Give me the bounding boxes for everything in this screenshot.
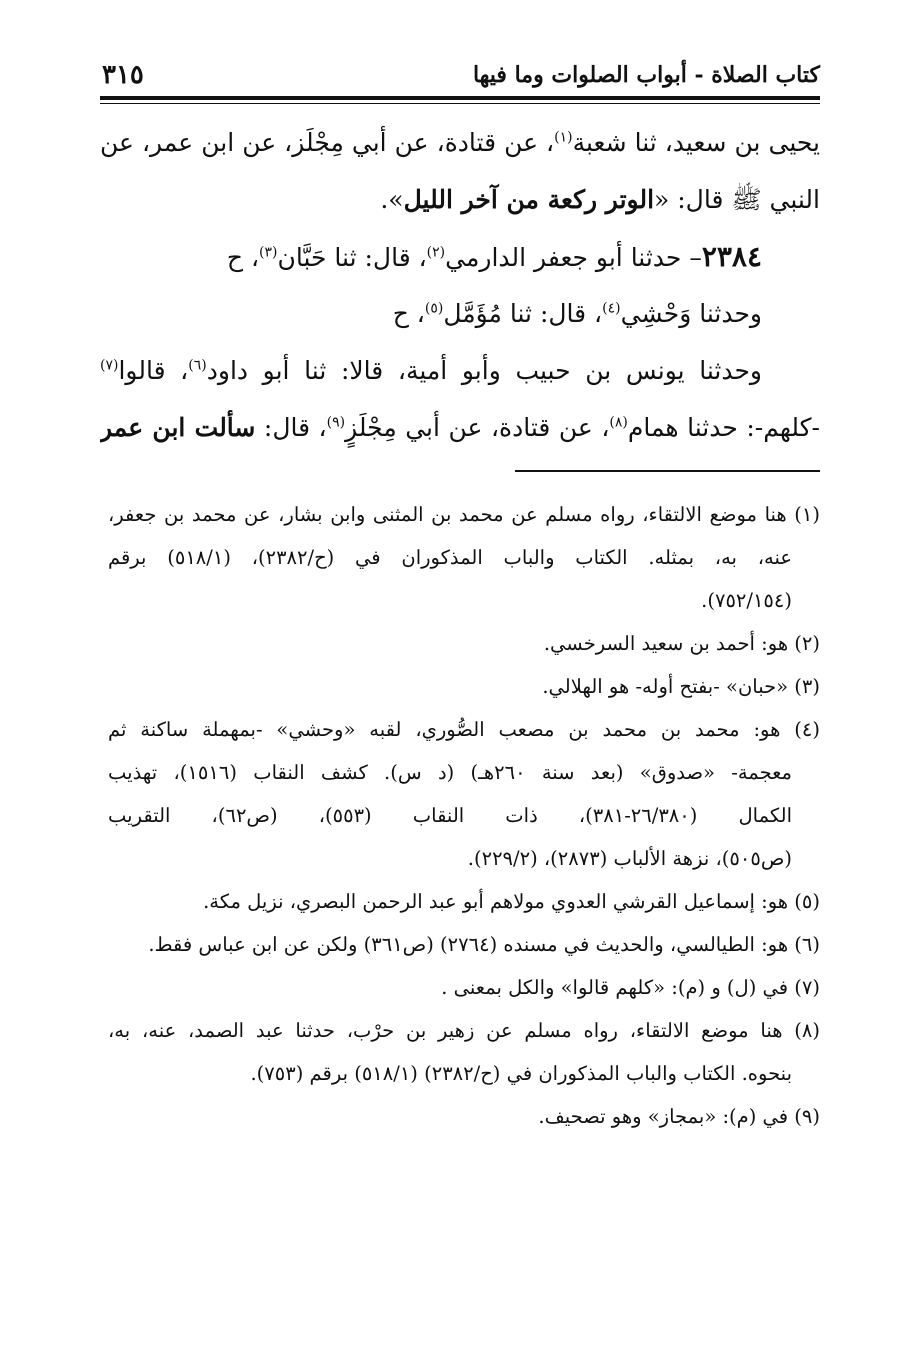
page-number: ٣١٥ [102, 60, 144, 90]
header-rule-thick [100, 96, 820, 100]
footnote-line: (٩) في (م): «بمجاز» وهو تصحيف. [538, 1105, 820, 1128]
footnote-separator [515, 470, 820, 472]
text-span: ، قالوا [118, 356, 189, 385]
footnote-ref[interactable]: (٧) [100, 357, 119, 374]
footnote-ref[interactable]: (٤) [602, 300, 621, 317]
text-line-4 [100, 289, 820, 346]
text-span: ». [380, 185, 404, 214]
running-title: كتاب الصلاة - أبواب الصلوات وما فيها [472, 62, 820, 88]
text-span: وحدثنا وَحْشِي [620, 299, 762, 328]
text-span: ، قال: ثنا مُؤَمَّل [443, 299, 603, 328]
footnote-line: معجمة- «صدوق» (بعد سنة ٢٦٠هـ) (د س). كشف النقاب (١٥١٦)، تهذيب [108, 761, 793, 784]
text-line-2 [100, 175, 820, 232]
text-span: ، قال: [255, 413, 327, 442]
footnote-ref[interactable]: (١) [554, 129, 573, 146]
hadith-number: ٢٣٨٤ [701, 240, 762, 273]
footnote-ref[interactable]: (٩) [326, 414, 346, 431]
text-span: يحيى بن سعيد، ثنا شعبة [572, 128, 820, 157]
text-span: وحدثنا يونس بن حبيب وأبو أمية، قالا: ثنا أبو داود [206, 356, 763, 385]
text-span: ، ح [226, 243, 260, 272]
text-span: ، قال: ثنا حَبَّان [277, 243, 427, 272]
footnote-ref[interactable]: (٨) [609, 414, 628, 431]
footnote-line: عنه، به، بمثله. الكتاب والباب المذكوران في (ح/٢٣٨٢)، (٥١٨/١) برقم [108, 546, 792, 569]
text-span: – حدثنا أبو جعفر الدارمي [445, 243, 702, 272]
footnote-line: (٤) هو: محمد بن محمد بن مصعب الصُّوري، لقبه «وحشي» -بمهملة ساكنة ثم [108, 718, 820, 741]
text-line-5 [100, 346, 820, 403]
text-span: -كلهم-: حدثنا همام [627, 413, 820, 442]
footnote-line: (٨) هنا موضع الالتقاء، رواه مسلم عن زهير بن حرْب، حدثنا عبد الصمد، عنه، به، [108, 1019, 820, 1042]
text-line-1 [100, 118, 820, 175]
text-line-3 [100, 232, 820, 289]
footnote-line: (٥) هو: إسماعيل القرشي العدوي مولاهم أبو عبد الرحمن البصري، نزيل مكة. [203, 890, 820, 913]
footnote-ref[interactable]: (٣) [259, 244, 278, 261]
hadith-text-bold: الوتر ركعة من آخر الليل [403, 185, 655, 214]
footnotes [108, 495, 820, 1140]
footnote-line: (٦) هو: الطيالسي، والحديث في مسنده (٢٧٦٤) (ص٣٦١) ولكن عن ابن عباس فقط. [148, 933, 820, 956]
main-text [100, 118, 820, 460]
text-span: النبي ﷺ قال: « [654, 185, 820, 214]
footnote-line: (٢) هو: أحمد بن سعيد السرخسي. [543, 632, 820, 655]
footnote-line: الكمال (٢٦/٣٨٠-٣٨١)، ذات النقاب (٥٥٣)، (ص٦٢)، التقريب [108, 804, 792, 827]
footnote-ref[interactable]: (٥) [424, 300, 444, 317]
page-header [100, 58, 820, 98]
header-rule-thin [100, 103, 820, 104]
footnote-ref[interactable]: (٦) [188, 357, 207, 374]
footnote-line: (٧٥٢/١٥٤). [701, 589, 792, 612]
text-span: ، عن قتادة، عن أبي مِجْلَز، عن ابن عمر، عن [100, 128, 555, 157]
footnote-line: (٣) «حبان» -بفتح أوله- هو الهلالي. [542, 675, 820, 698]
footnote-line: (٧) في (ل) و (م): «كلهم قالوا» والكل بمعنى . [441, 976, 820, 999]
text-line-6 [100, 403, 820, 460]
footnote-line: (١) هنا موضع الالتقاء، رواه مسلم عن محمد بن المثنى وابن بشار، عن محمد بن جعفر، [108, 503, 820, 526]
text-span: ، ح [392, 299, 425, 328]
footnote-line: (ص٥٠٥)، نزهة الألباب (٢٨٧٣)، (٢٢٩/٢). [467, 847, 792, 870]
footnote-line: بنحوه. الكتاب والباب المذكوران في (ح/٢٣٨٢) (٥١٨/١) برقم (٧٥٣). [250, 1062, 792, 1085]
footnote-ref[interactable]: (٢) [426, 244, 446, 261]
hadith-text-bold: سألت ابن عمر [100, 413, 256, 442]
text-span: ، عن قتادة، عن أبي مِجْلَزٍ [345, 413, 610, 442]
